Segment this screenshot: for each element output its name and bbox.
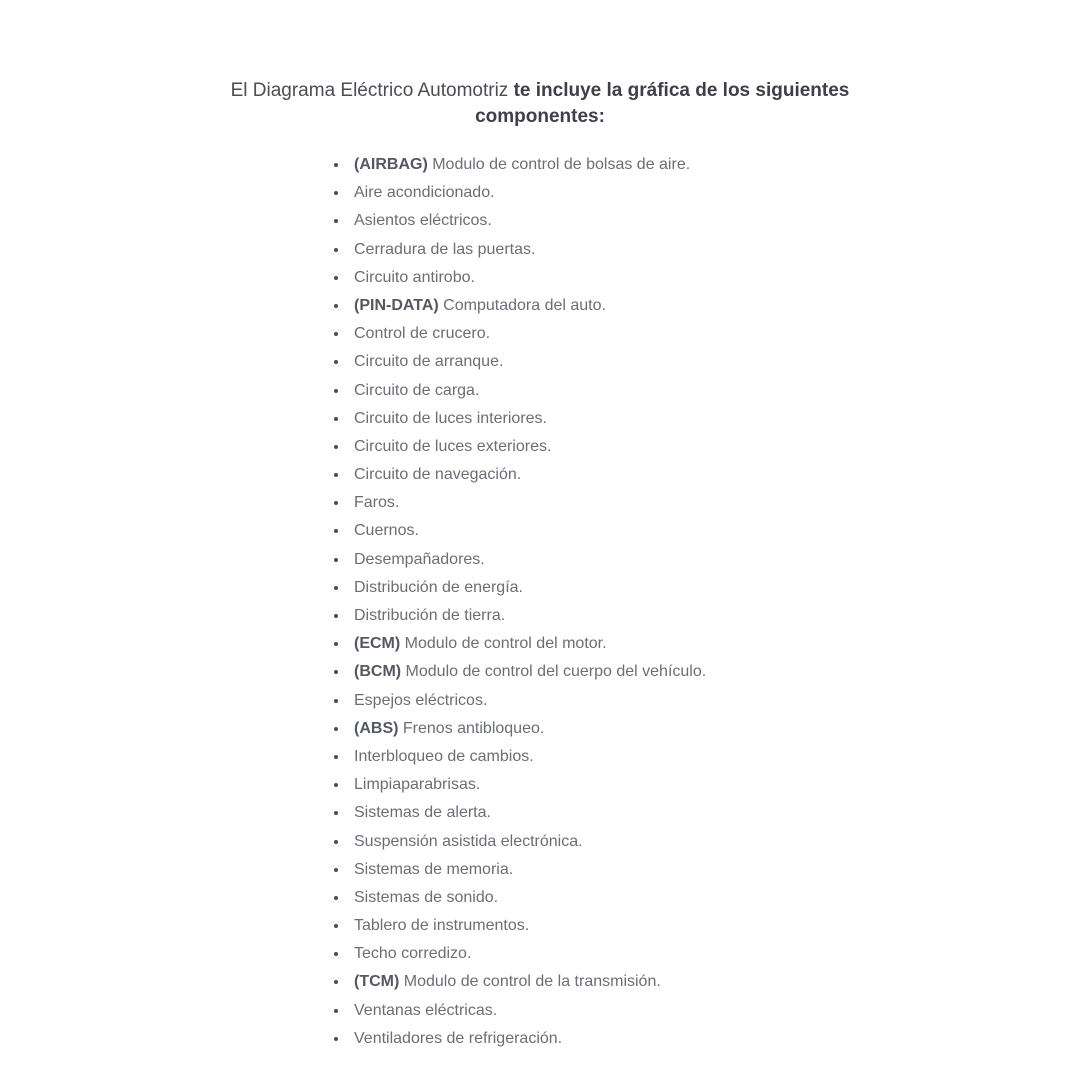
bullet-icon bbox=[334, 276, 338, 280]
component-abbreviation: (ABS) bbox=[354, 719, 399, 737]
bullet-icon bbox=[334, 840, 338, 844]
component-label: Circuito de carga. bbox=[354, 381, 480, 399]
component-label: Control de crucero. bbox=[354, 325, 491, 343]
list-item bbox=[334, 292, 706, 320]
component-abbreviation: (PIN-DATA) bbox=[354, 296, 439, 314]
bullet-icon bbox=[334, 558, 338, 562]
list-item bbox=[334, 236, 706, 264]
list-item bbox=[334, 602, 706, 630]
component-label: Modulo de control de bolsas de aire. bbox=[432, 156, 691, 173]
bullet-icon bbox=[334, 614, 338, 618]
component-label: Cuernos. bbox=[354, 522, 419, 540]
list-item bbox=[334, 546, 706, 574]
component-label: Ventiladores de refrigeración. bbox=[354, 1029, 563, 1047]
component-label: Cerradura de las puertas. bbox=[354, 240, 536, 258]
component-label: Sistemas de sonido. bbox=[354, 888, 499, 906]
component-label: Modulo de control del cuerpo del vehículo. bbox=[405, 663, 707, 681]
list-item bbox=[334, 574, 706, 602]
bullet-icon bbox=[334, 529, 338, 533]
list-item bbox=[334, 771, 706, 799]
component-label: Computadora del auto. bbox=[443, 296, 606, 314]
list-item bbox=[334, 828, 706, 856]
component-label: Espejos eléctricos. bbox=[354, 691, 488, 709]
list-item bbox=[334, 377, 706, 405]
component-label: Interbloqueo de cambios. bbox=[354, 747, 534, 765]
component-label: Modulo de control del motor. bbox=[404, 635, 607, 653]
list-item bbox=[334, 151, 706, 179]
list-item bbox=[334, 884, 706, 912]
component-abbreviation: (ECM) bbox=[354, 635, 401, 653]
list-item bbox=[334, 489, 706, 517]
list-item bbox=[334, 687, 706, 715]
intro-bold-text: te incluye la gráfica de los siguientes componentes: bbox=[475, 80, 850, 127]
component-label: Ventanas eléctricas. bbox=[354, 1001, 498, 1019]
component-label: Aire acondicionado. bbox=[354, 184, 495, 202]
list-item bbox=[334, 658, 706, 686]
list-item bbox=[334, 968, 706, 996]
list-item bbox=[334, 433, 706, 461]
list-item bbox=[334, 405, 706, 433]
bullet-icon bbox=[334, 1037, 338, 1041]
component-label: Tablero de instrumentos. bbox=[354, 917, 530, 935]
bullet-icon bbox=[334, 191, 338, 195]
list-item bbox=[334, 743, 706, 771]
list-item bbox=[334, 207, 706, 235]
component-list bbox=[334, 151, 706, 1053]
bullet-icon bbox=[334, 1009, 338, 1013]
bullet-icon bbox=[334, 163, 338, 167]
list-item bbox=[334, 715, 706, 743]
component-label: Faros. bbox=[354, 494, 400, 512]
component-label: Techo corredizo. bbox=[354, 945, 472, 963]
intro-heading bbox=[200, 78, 880, 130]
component-abbreviation: (AIRBAG) bbox=[354, 156, 428, 173]
component-label: Desempañadores. bbox=[354, 550, 485, 568]
bullet-icon bbox=[334, 868, 338, 872]
list-item bbox=[334, 320, 706, 348]
list-item bbox=[334, 461, 706, 489]
list-item bbox=[334, 179, 706, 207]
list-item bbox=[334, 912, 706, 940]
component-label: Asientos eléctricos. bbox=[354, 212, 492, 230]
component-label: Circuito de navegación. bbox=[354, 466, 522, 484]
list-item bbox=[334, 630, 706, 658]
list-item bbox=[334, 799, 706, 827]
bullet-icon bbox=[334, 642, 338, 646]
bullet-icon bbox=[334, 755, 338, 759]
bullet-icon bbox=[334, 699, 338, 703]
bullet-icon bbox=[334, 896, 338, 900]
component-label: Suspensión asistida electrónica. bbox=[354, 832, 583, 850]
component-label: Circuito de luces interiores. bbox=[354, 409, 547, 427]
bullet-icon bbox=[334, 417, 338, 421]
component-label: Modulo de control de la transmisión. bbox=[403, 973, 661, 991]
list-item bbox=[334, 940, 706, 968]
component-abbreviation: (BCM) bbox=[354, 663, 402, 681]
bullet-icon bbox=[334, 670, 338, 674]
component-label: Limpiaparabrisas. bbox=[354, 776, 481, 794]
component-label: Frenos antibloqueo. bbox=[402, 719, 545, 737]
intro-plain-text: El Diagrama Eléctrico Automotriz bbox=[230, 80, 514, 101]
bullet-icon bbox=[334, 360, 338, 364]
bullet-icon bbox=[334, 445, 338, 449]
list-item bbox=[334, 856, 706, 884]
bullet-icon bbox=[334, 783, 338, 787]
list-item bbox=[334, 997, 706, 1025]
bullet-icon bbox=[334, 952, 338, 956]
bullet-icon bbox=[334, 586, 338, 590]
bullet-icon bbox=[334, 219, 338, 223]
component-label: Circuito antirobo. bbox=[354, 268, 475, 286]
component-label: Circuito de arranque. bbox=[354, 353, 504, 371]
bullet-icon bbox=[334, 980, 338, 984]
bullet-icon bbox=[334, 389, 338, 393]
list-item bbox=[334, 517, 706, 545]
component-label: Distribución de tierra. bbox=[354, 607, 506, 624]
bullet-icon bbox=[334, 304, 338, 308]
list-item bbox=[334, 264, 706, 292]
bullet-icon bbox=[334, 811, 338, 815]
list-item bbox=[334, 1025, 706, 1053]
bullet-icon bbox=[334, 332, 338, 336]
bullet-icon bbox=[334, 248, 338, 252]
list-item bbox=[334, 348, 706, 376]
bullet-icon bbox=[334, 727, 338, 731]
bullet-icon bbox=[334, 473, 338, 477]
bullet-icon bbox=[334, 501, 338, 505]
bullet-icon bbox=[334, 924, 338, 928]
component-label: Sistemas de memoria. bbox=[354, 860, 514, 878]
component-label: Sistemas de alerta. bbox=[354, 804, 491, 822]
component-label: Distribución de energía. bbox=[354, 578, 523, 596]
component-abbreviation: (TCM) bbox=[354, 973, 400, 991]
component-label: Circuito de luces exteriores. bbox=[354, 437, 552, 455]
